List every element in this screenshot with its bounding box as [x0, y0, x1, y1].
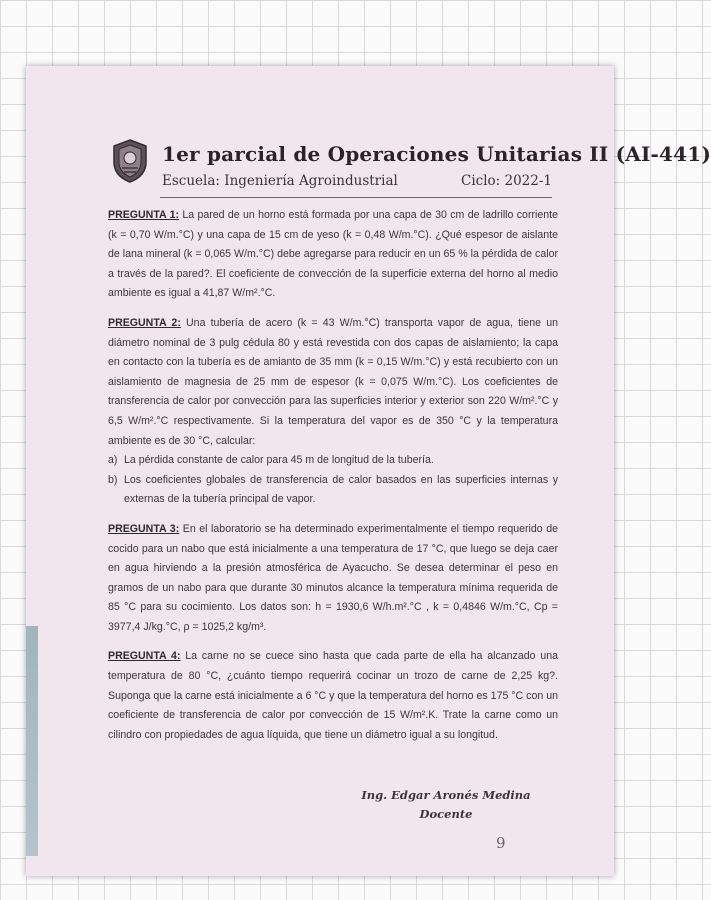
exam-title: 1er parcial de Operaciones Unitarias II (AI-441): [162, 142, 711, 166]
question-1: [108, 206, 558, 304]
academic-cycle: Ciclo: 2022-1: [461, 173, 552, 189]
list-item: [108, 471, 558, 510]
item-letter: b): [108, 473, 118, 486]
item-text: La pérdida constante de calor para 45 m de longitud de la tubería.: [124, 454, 434, 467]
list-item: [108, 451, 558, 471]
item-text: Los coeficientes globales de transferencia de calor basados en las superficies internas y externas de la tubería principal de vapor.: [124, 473, 558, 506]
teacher-name: Ing. Edgar Aronés Medina: [361, 788, 531, 802]
question-label: PREGUNTA 1:: [108, 209, 180, 221]
question-text: La carne no se cuece sino hasta que cada parte de ella ha alcanzado una temperatura de 80 °C, ¿cuánto tiempo requerirá cocinar un trozo de carne de 2,25 kg?. Suponga que la carne está inicialmente a 6 °C y que la temperatura del horno es 175 °C con un coeficiente de transferencia de calor por convección de 15 W/m².K. Trate la carne como un cilindro con propiedades de agua líquida, que tiene un diámetro igual a su longitud.: [108, 650, 558, 741]
school-name: Escuela: Ingeniería Agroindustrial: [162, 173, 398, 189]
header-divider: [160, 197, 552, 198]
item-letter: a): [108, 454, 118, 467]
question-2: [108, 314, 558, 510]
exam-sheet: [26, 66, 711, 876]
teacher-role: Docente: [419, 807, 473, 821]
question-label: PREGUNTA 4:: [108, 650, 181, 663]
question-3: [108, 520, 558, 638]
question-text: Una tubería de acero (k = 43 W/m.°C) transporta vapor de agua, tiene un diámetro nominal de 3 pulg cédula 80 y está revestida con dos capas de aislamiento; la capa en contacto con la tubería es de amianto de 35 mm (k = 0,15 W/m.°C) y está recubierto con un aislamiento de magnesia de 25 mm de espesor (k = 0,075 W/m.°C). Los coeficientes de transferencia de calor por convección para las superficies interior y exterior son 220 W/m².°C y 6,5 W/m².°C respectivamente. Si la temperatura del vapor es de 350 °C y la temperatura ambiente es de 30 °C, calcular:: [108, 316, 558, 447]
background-strip: [26, 626, 38, 856]
exam-header: [110, 138, 711, 198]
question-2-items: [108, 451, 558, 510]
question-4: [108, 647, 558, 745]
teacher-signature: [356, 786, 536, 824]
question-text: La pared de un horno está formada por una capa de 30 cm de ladrillo corriente (k = 0,70 W/m.°C) y una capa de 15 cm de yeso (k = 0,48 W/m.°C). ¿Qué espesor de aislante de lana mineral (k = 0,065 W/m.°C) debe agregarse para reducir en un 65 % la pérdida de calor a través de la pared?. El coeficiente de convección de la superficie externa del horno al medio ambiente es igual a 41,87 W/m².°C.: [108, 209, 558, 300]
question-label: PREGUNTA 3:: [108, 522, 180, 535]
question-label: PREGUNTA 2:: [108, 316, 181, 329]
questions-body: [108, 206, 558, 755]
handwritten-page-mark: 9: [496, 834, 506, 852]
question-text: En el laboratorio se ha determinado experimentalmente el tiempo requerido de cocido para un nabo que está inicialmente a una temperatura de 17 °C, que luego se deja caer en agua hirviendo a la presión atmosférica de Ayacucho. Se desea determinar el peso en gramos de un nabo para que durante 30 minutos alcance la temperatura mínima requerida de 85 °C para su cocimiento. Los datos son: h = 1930,6 W/h.m².°C , k = 0,4846 W/m.°C, Cp = 3977,4 J/kg.°C, ρ = 1025,2 kg/m³.: [108, 522, 558, 633]
university-seal-icon: [110, 138, 150, 184]
